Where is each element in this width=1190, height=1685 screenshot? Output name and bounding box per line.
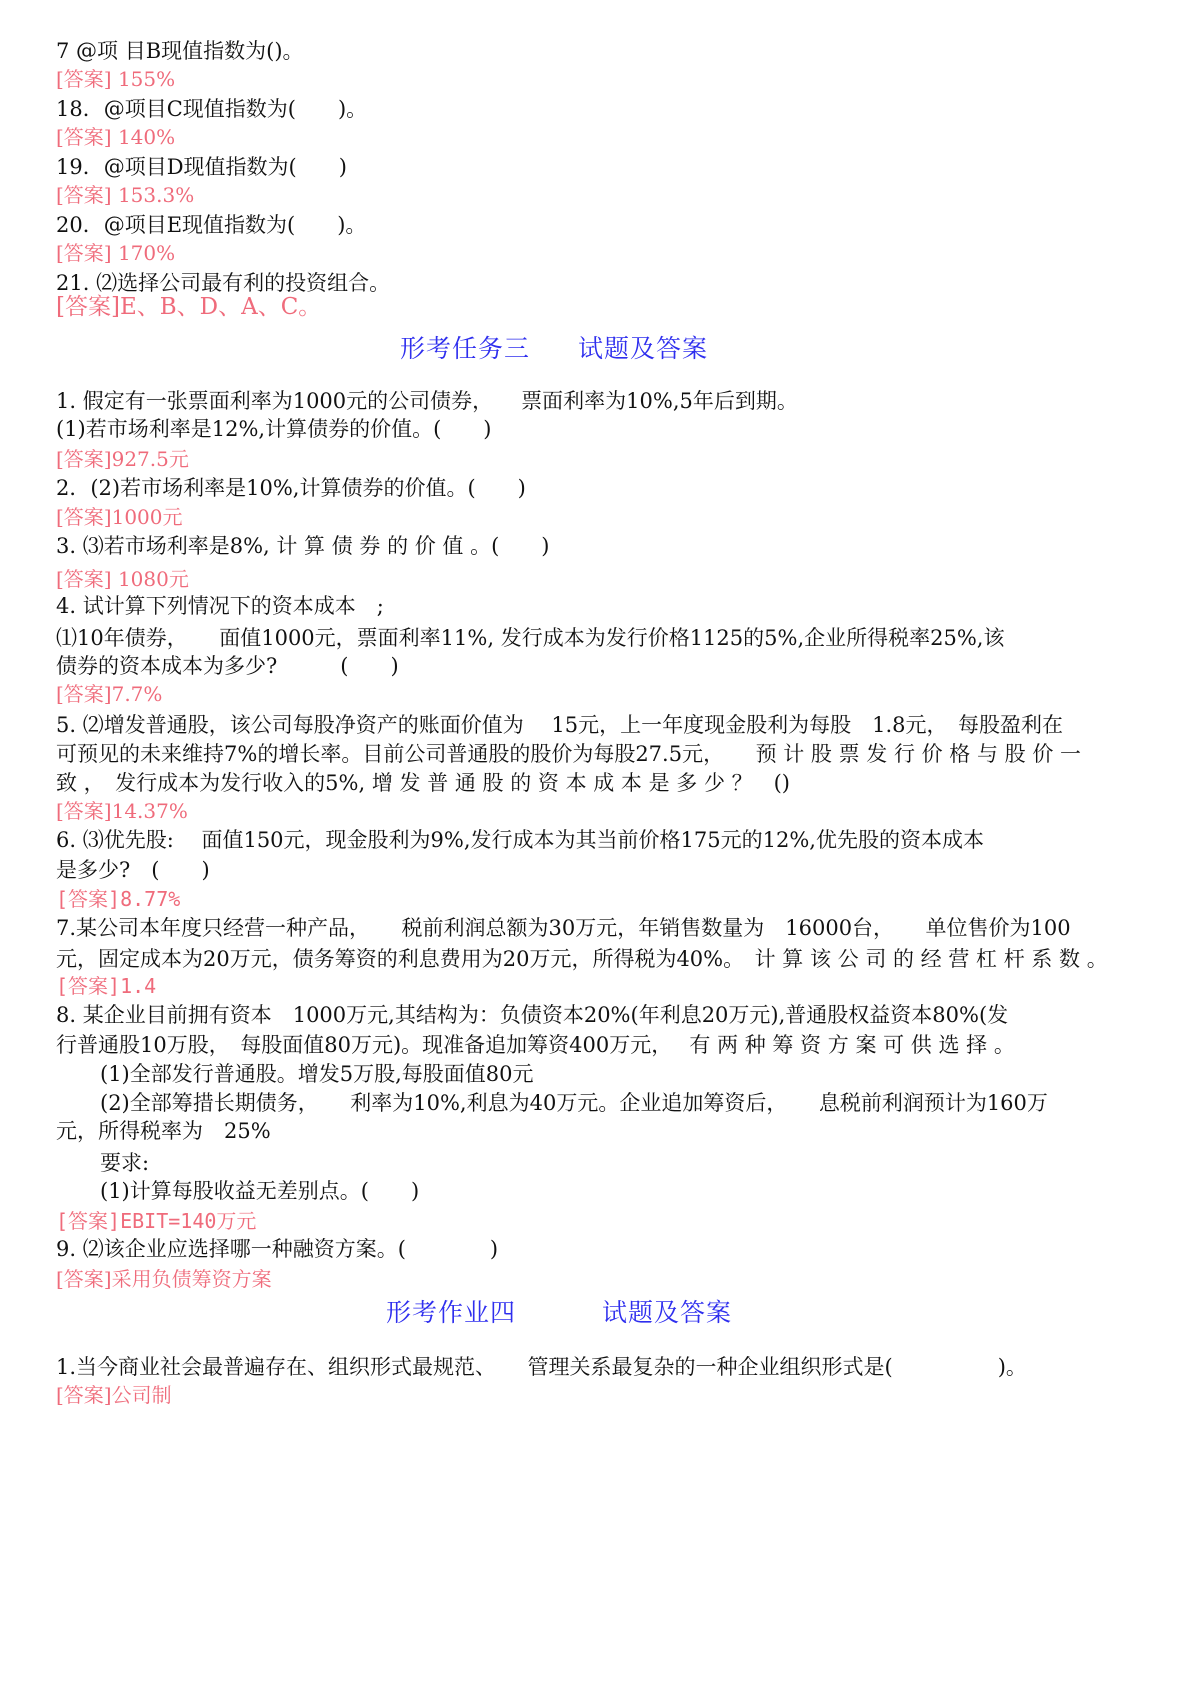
- s3-question-7-line-1: 7.某公司本年度只经营一种产品， 税前利润总额为30万元，年销售数量为 16000台， 单位售价为100: [56, 916, 1071, 940]
- section3-title-left: 形考任务三: [400, 334, 531, 363]
- s4-question-1: 1.当今商业社会最普遍存在、组织形式最规范、 管理关系最复杂的一种企业组织形式是( )。: [56, 1355, 1027, 1379]
- s3-question-6-line-1: 6. ⑶优先股: 面值150元，现金股利为9%,发行成本为其当前价格175元的12%,优先股的资本成本: [56, 828, 984, 852]
- s3-question-4: 4. 试计算下列情况下的资本成本 ;: [56, 594, 384, 618]
- s3-answer-1: [答案]927.5元: [56, 447, 189, 471]
- s4-answer-1: [答案]公司制: [56, 1383, 172, 1407]
- question-17: 7 @项 目B现值指数为()。: [56, 39, 304, 63]
- s3-question-1-intro: [56, 388, 798, 414]
- section3-heading: [400, 334, 708, 364]
- s3-question-8-option-1: (1)全部发行普通股。增发5万股,每股面值80元: [100, 1062, 534, 1086]
- s3-question-3: 3. ⑶若市场利率是8%, 计 算 债 券 的 价 值 。( ): [56, 534, 550, 558]
- s3-q1-part-b: 票面利率为10%,5年后到期。: [521, 389, 798, 413]
- s3-answer-3: [答案] 1080元: [56, 567, 189, 591]
- s3-question-8-line-5: 元，所得税率为 25%: [56, 1119, 271, 1143]
- s3-answer-7: [答案]1.4: [56, 974, 157, 998]
- answer-17: [答案] 155%: [56, 67, 176, 91]
- section3-title-right: 试题及答案: [578, 334, 709, 363]
- section4-heading: [386, 1298, 732, 1328]
- s3-answer-4: [答案]7.7%: [56, 682, 163, 706]
- s3-question-6-line-2: 是多少? ( ): [56, 858, 210, 882]
- answer-19: [答案] 153.3%: [56, 183, 195, 207]
- s3-answer-9: [答案]采用负债筹资方案: [56, 1267, 272, 1291]
- s3-question-8-sub-1: (1)计算每股收益无差别点。( ): [100, 1179, 420, 1203]
- s3-answer-2: [答案]1000元: [56, 505, 183, 529]
- s3-question-8-line-1: 8. 某企业目前拥有资本 1000万元,其结构为：负债资本20%(年利息20万元),普通股权益资本80%(发: [56, 1003, 1009, 1027]
- s3-question-2: 2．(2)若市场利率是10%,计算债券的价值。( ): [56, 476, 526, 500]
- question-21: 21. ⑵选择公司最有利的投资组合。: [56, 271, 391, 295]
- s3-question-8-option-2: (2)全部筹措长期债务， 利率为10%,利息为40万元。企业追加筹资后， 息税前利润预计为160万: [100, 1091, 1048, 1115]
- s3-question-4-line-2: 债券的资本成本为多少? ( ): [56, 654, 399, 678]
- section4-title-left: 形考作业四: [386, 1298, 517, 1327]
- answer-21: [答案]E、B、D、A、C。: [56, 294, 322, 320]
- question-20: 20．@项目E现值指数为( )。: [56, 213, 367, 237]
- answer-20: [答案] 170%: [56, 241, 176, 265]
- s3-question-9: 9. ⑵该企业应选择哪一种融资方案。( ): [56, 1237, 499, 1261]
- s3-question-1: (1)若市场利率是12%,计算债券的价值。( ): [56, 417, 492, 441]
- question-18: 18．@项目C现值指数为( )。: [56, 97, 368, 121]
- s3-q1-part-a: 1. 假定有一张票面利率为1000元的公司债券，: [56, 389, 494, 413]
- s3-question-5-line-1: 5. ⑵增发普通股，该公司每股净资产的账面价值为 15元，上一年度现金股利为每股 1.8元， 每股盈利在: [56, 713, 1064, 737]
- s3-question-4-line-1: ⑴10年债券， 面值1000元，票面利率11%, 发行成本为发行价格1125的5%,企业所得税率25%,该: [56, 626, 1005, 650]
- s3-question-5-line-3: 致 ， 发行成本为发行收入的5%, 增 发 普 通 股 的 资 本 成 本 是 多 少 ？ (): [56, 771, 791, 795]
- s3-question-7-line-2: 元，固定成本为20万元，债务筹资的利息费用为20万元，所得税为40%。 计 算 该 公 司 的 经 营 杠 杆 系 数 。: [56, 947, 1108, 971]
- section4-title-right: 试题及答案: [602, 1298, 733, 1327]
- s3-question-8-requirement: 要求:: [100, 1151, 150, 1175]
- answer-18: [答案] 140%: [56, 125, 176, 149]
- s3-question-5-line-2: 可预见的未来维持7%的增长率。目前公司普通股的股价为每股27.5元， 预 计 股 票 发 行 价 格 与 股 价 一: [56, 742, 1081, 766]
- question-19: 19．@项目D现值指数为( ): [56, 155, 347, 179]
- s3-question-8-line-2: 行普通股10万股， 每股面值80万元)。现准备追加筹资400万元， 有 两 种 筹 资 方 案 可 供 选 择 。: [56, 1033, 1015, 1057]
- s3-answer-5: [答案]14.37%: [56, 799, 188, 823]
- s3-answer-6: [答案]8.77%: [56, 887, 181, 911]
- s3-answer-8: [答案]EBIT=140万元: [56, 1209, 257, 1233]
